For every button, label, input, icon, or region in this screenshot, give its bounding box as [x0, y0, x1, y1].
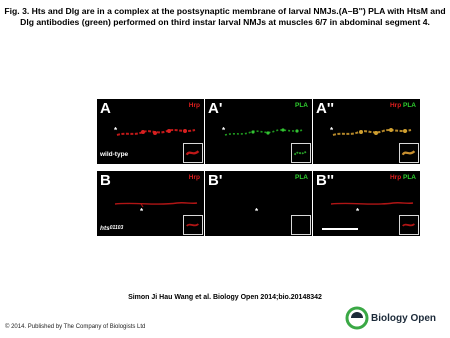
stain-label-pla: PLA	[295, 102, 308, 109]
panel-label: B	[100, 172, 111, 189]
panel-a	[97, 99, 204, 164]
logo-mark-icon	[345, 303, 369, 333]
scale-bar	[322, 228, 358, 230]
asterisk-marker: *	[330, 126, 334, 135]
genotype-allele: 01103	[109, 225, 124, 231]
stain-label-merge	[390, 174, 416, 182]
asterisk-marker: *	[114, 126, 118, 135]
inset-image	[399, 215, 419, 235]
genotype-base: hts	[100, 225, 110, 232]
asterisk-marker: *	[222, 126, 226, 135]
asterisk-marker: *	[255, 207, 259, 216]
inset-image	[399, 143, 419, 163]
panel-label: B''	[316, 172, 334, 189]
copyright-notice: © 2014. Published by The Company of Biologists Ltd	[5, 324, 146, 330]
stain-label-merge	[390, 102, 416, 110]
panel-label: A''	[316, 100, 334, 117]
asterisk-marker: *	[140, 207, 144, 216]
genotype-label	[100, 225, 123, 233]
panel-b-double-prime	[313, 171, 420, 236]
asterisk-marker: *	[356, 207, 360, 216]
panel-label: A	[100, 100, 111, 117]
panel-a-prime	[205, 99, 312, 164]
panel-b	[97, 171, 204, 236]
micrograph-figure	[97, 99, 422, 236]
stain-label-pla: PLA	[403, 102, 416, 109]
panel-label: A'	[208, 100, 223, 117]
panel-a-double-prime	[313, 99, 420, 164]
stain-label-hrp: Hrp	[389, 174, 402, 181]
stain-label-hrp: Hrp	[389, 102, 402, 109]
panel-b-prime	[205, 171, 312, 236]
stain-label-pla: PLA	[295, 174, 308, 181]
stain-label-pla: PLA	[403, 174, 416, 181]
figure-caption: Fig. 3. Hts and Dlg are in a complex at the postsynaptic membrane of larval NMJs.(A–B'') PLA with HtsM and Dlg antibodies (green) performed on third instar larval NMJs at muscles 6/7 in abdominal segment 4.	[4, 6, 446, 27]
inset-image	[291, 143, 311, 163]
panel-label: B'	[208, 172, 223, 189]
inset-image	[183, 143, 203, 163]
inset-image	[183, 215, 203, 235]
logo-text: Biology Open	[371, 313, 436, 324]
stain-label-hrp: Hrp	[188, 174, 200, 181]
citation: Simon Ji Hau Wang et al. Biology Open 2014;bio.20148342	[128, 294, 322, 301]
biology-open-logo	[345, 303, 445, 333]
stain-label-hrp: Hrp	[188, 102, 200, 109]
inset-image	[291, 215, 311, 235]
genotype-label: wild-type	[100, 151, 129, 158]
